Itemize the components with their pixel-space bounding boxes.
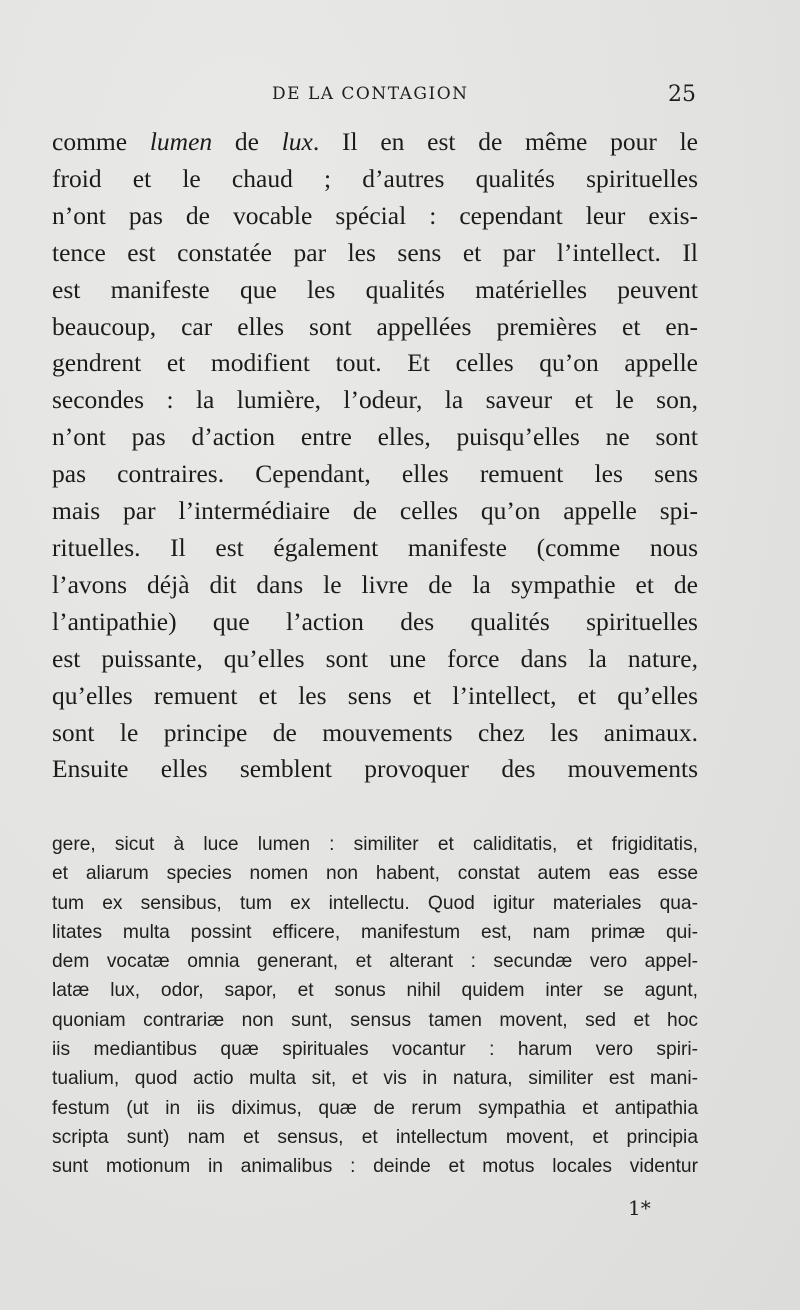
text-line: froid et le chaud ; d’autres qualités spirituelles <box>52 163 698 193</box>
text-line <box>52 124 698 161</box>
footnote-line: quoniam contrariæ non sunt, sensus tamen movent, sed et hoc <box>52 1009 698 1031</box>
footnote-line: gere, sicut à luce lumen : similiter et caliditatis, et frigiditatis, <box>52 834 698 855</box>
text-line: rituelles. Il est également manifeste (comme nous <box>52 532 698 562</box>
page-header <box>52 84 700 114</box>
footnote-line: iis mediantibus quæ spirituales vocantur : harum vero spiri- <box>52 1039 698 1061</box>
text-line: est puissante, qu’elles sont une force dans la nature, <box>52 643 698 673</box>
running-title: DE LA CONTAGION <box>272 84 469 104</box>
footnote-line: dem vocatæ omnia generant, et alterant : secundæ vero appel- <box>52 951 698 973</box>
text-line: gendrent et modifient tout. Et celles qu’on appelle <box>52 348 698 378</box>
text-line: pas contraires. Cependant, elles remuent les sens <box>52 459 698 489</box>
footnote-line: et aliarum species nomen non habent, constat autem eas esse <box>52 863 698 885</box>
latin-footnote <box>52 830 698 1182</box>
text-fragment: . Il en est de même pour le <box>312 127 698 156</box>
footnote-line: litates multa possint efficere, manifestum est, nam primæ qui- <box>52 921 698 943</box>
text-line: qu’elles remuent et les sens et l’intellect, et qu’elles <box>52 680 698 710</box>
text-line: mais par l’intermédiaire de celles qu’on appelle spi- <box>52 496 698 526</box>
text-line: n’ont pas d’action entre elles, puisqu’elles ne sont <box>52 422 698 452</box>
footnote-line: scripta sunt) nam et sensus, et intellectum movent, et principia <box>52 1126 698 1148</box>
text-line: sont le principe de mouvements chez les animaux. <box>52 717 698 747</box>
footnote-line: latæ lux, odor, sapor, et sonus nihil quidem inter se agunt, <box>52 980 698 1002</box>
italic-word: lumen <box>149 127 213 156</box>
footnote-line: tualium, quod actio multa sit, et vis in natura, similiter est mani- <box>52 1068 698 1090</box>
text-line: tence est constatée par les sens et par l’intellect. Il <box>52 237 698 267</box>
text-fragment: de <box>212 127 282 156</box>
text-line: est manifeste que les qualités matérielles peuvent <box>52 274 698 304</box>
footnote-line: tum ex sensibus, tum ex intellectu. Quod igitur materiales qua- <box>52 892 698 914</box>
main-text <box>52 124 698 788</box>
text-line: n’ont pas de vocable spécial : cependant leur exis- <box>52 200 698 230</box>
text-fragment: comme <box>52 127 150 156</box>
text-line: secondes : la lumière, l’odeur, la saveur et le son, <box>52 385 698 415</box>
italic-word: lux <box>281 127 313 156</box>
text-line: beaucoup, car elles sont appellées premières et en- <box>52 311 698 341</box>
page-number: 25 <box>668 82 696 107</box>
text-line: Ensuite elles semblent provoquer des mouvements <box>52 754 698 784</box>
footnote-line: festum (ut in iis diximus, quæ de rerum sympathia et antipathia <box>52 1097 698 1119</box>
footnote-line: sunt motionum in animalibus : deinde et motus locales videntur <box>52 1156 698 1178</box>
text-line: l’avons déjà dit dans le livre de la sympathie et de <box>52 569 698 599</box>
text-line: l’antipathie) que l’action des qualités spirituelles <box>52 606 698 636</box>
signature-mark: 1* <box>628 1196 651 1220</box>
